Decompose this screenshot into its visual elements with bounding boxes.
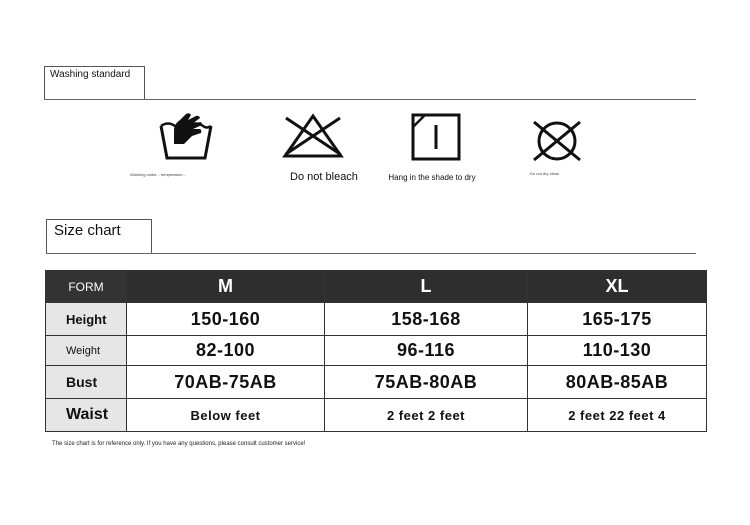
washing-divider [44, 99, 696, 100]
size-xl-header: XL [528, 271, 707, 303]
size-chart-title: Size chart [54, 222, 121, 239]
table-header-row [46, 271, 707, 303]
table-cell: 2 feet 22 feet 4 [528, 399, 707, 432]
size-m-header: M [127, 271, 325, 303]
size-l-header: L [325, 271, 528, 303]
row-label-waist: Waist [46, 399, 127, 432]
washing-title: Washing standard [50, 69, 131, 80]
row-label-height: Height [46, 303, 127, 336]
table-cell: 165-175 [528, 303, 707, 336]
row-label-bust: Bust [46, 366, 127, 399]
table-cell: 2 feet 2 feet [325, 399, 528, 432]
do-not-dry-clean-icon [530, 118, 584, 164]
do-not-bleach-icon [282, 113, 344, 159]
table-cell: 158-168 [325, 303, 528, 336]
table-cell: Below feet [127, 399, 325, 432]
form-header: FORM [46, 271, 127, 303]
hand-wash-icon [158, 110, 214, 162]
table-row [46, 366, 707, 399]
table-cell: 150-160 [127, 303, 325, 336]
table-cell: 80AB-85AB [528, 366, 707, 399]
size-chart-table [45, 270, 707, 432]
table-cell: 96-116 [325, 336, 528, 366]
size-chart-divider [46, 253, 696, 254]
hang-in-shade-caption: Hang in the shade to dry [388, 173, 476, 182]
size-chart-note: The size chart is for reference only. If you have any questions, please consult customer service! [52, 441, 306, 447]
do-not-bleach-caption: Do not bleach [290, 171, 358, 183]
table-cell: 70AB-75AB [127, 366, 325, 399]
table-cell: 82-100 [127, 336, 325, 366]
hand-wash-caption: Washing under... temperature... [130, 172, 186, 177]
table-cell: 75AB-80AB [325, 366, 528, 399]
row-label-weight: Weight [46, 336, 127, 366]
table-cell: 110-130 [528, 336, 707, 366]
do-not-dry-clean-caption: Do not dry clean [530, 171, 560, 176]
table-row [46, 336, 707, 366]
table-row [46, 399, 707, 432]
hang-in-shade-icon [411, 113, 461, 161]
table-row [46, 303, 707, 336]
